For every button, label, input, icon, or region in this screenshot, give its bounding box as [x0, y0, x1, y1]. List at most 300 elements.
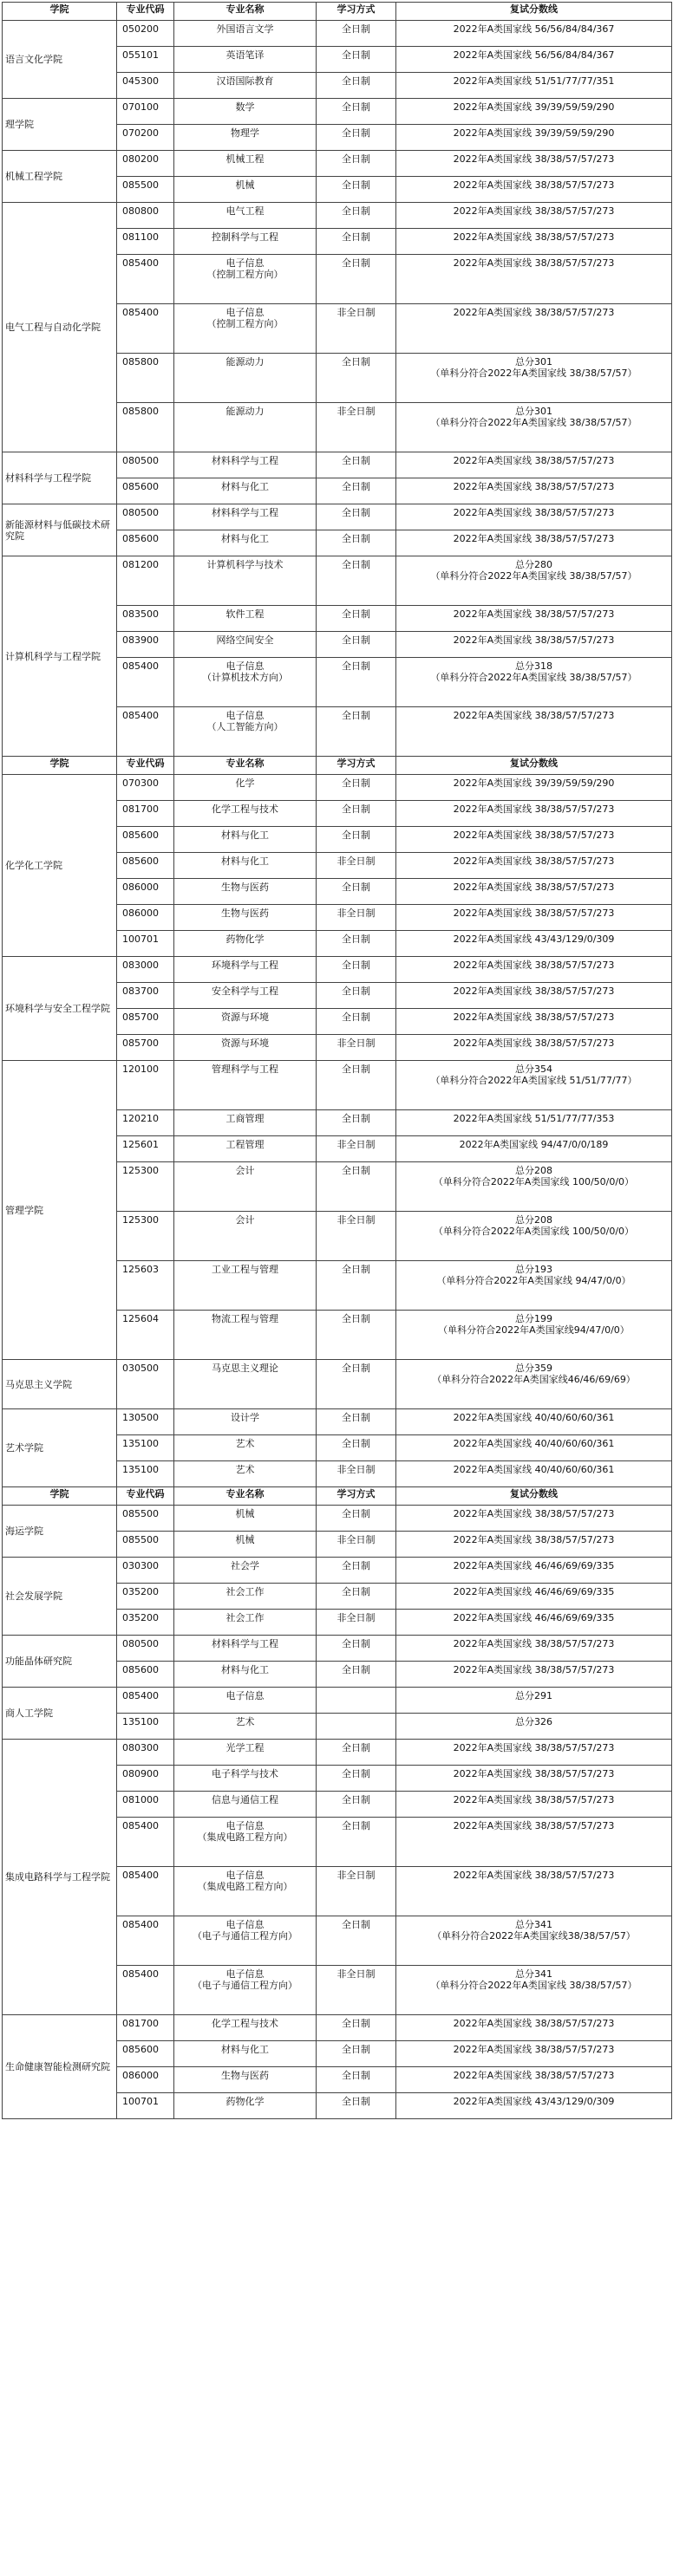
major-name-text: 材料与化工 — [221, 2044, 269, 2055]
table-row — [3, 1061, 672, 1110]
study-mode-text: 全日制 — [342, 1264, 370, 1275]
retest-score-line-text: 总分318 — [515, 660, 552, 672]
major-code-text: 045300 — [122, 75, 159, 87]
major-name — [174, 879, 317, 905]
major-name — [174, 2041, 317, 2067]
study-mode — [317, 905, 396, 931]
college-cell: 电气工程与自动化学院 — [3, 203, 117, 452]
major-name — [174, 827, 317, 853]
major-name — [174, 478, 317, 504]
major-name — [174, 905, 317, 931]
retest-score-line — [396, 983, 672, 1009]
major-code — [117, 1714, 174, 1740]
study-mode-text: 全日制 — [342, 179, 370, 191]
major-code-text: 085600 — [122, 855, 159, 867]
study-mode-text: 全日制 — [342, 710, 370, 721]
study-mode-text: 全日制 — [342, 1012, 370, 1023]
study-mode — [317, 853, 396, 879]
study-mode — [317, 1636, 396, 1662]
study-mode-text: 全日制 — [342, 205, 370, 217]
retest-score-line-text: 2022年A类国家线 38/38/57/57/273 — [453, 1638, 615, 1649]
retest-score-line — [396, 1792, 672, 1818]
study-mode-text: 全日制 — [342, 1638, 370, 1649]
major-code-text: 070100 — [122, 101, 159, 113]
retest-score-line — [396, 530, 672, 556]
major-code-text: 080500 — [122, 455, 159, 466]
major-code-text: 085600 — [122, 1664, 159, 1675]
retest-score-line-text: 2022年A类国家线 38/38/57/57/273 — [453, 959, 615, 971]
retest-score-line-text: 2022年A类国家线 38/38/57/57/273 — [453, 231, 615, 243]
header-mode: 学习方式 — [317, 757, 396, 775]
study-mode-text: 全日制 — [342, 75, 370, 87]
major-code — [117, 2041, 174, 2067]
retest-score-line-text: 2022年A类国家线 38/38/57/57/273 — [453, 1664, 615, 1675]
study-mode — [317, 1818, 396, 1867]
retest-score-line-text: 2022年A类国家线 40/40/60/60/361 — [453, 1412, 615, 1423]
major-code — [117, 707, 174, 757]
major-name-text: 艺术 — [235, 1438, 255, 1449]
retest-score-line-note: （单科分符合2022年A类国家线 100/50/0/0） — [433, 1226, 635, 1237]
major-name — [174, 1636, 317, 1662]
study-mode-text: 全日制 — [342, 455, 370, 466]
retest-score-line — [396, 2067, 672, 2093]
study-mode-text: 全日制 — [342, 1794, 370, 1805]
retest-score-line-text: 2022年A类国家线 38/38/57/57/273 — [453, 257, 615, 269]
major-name-text: 管理科学与工程 — [212, 1064, 278, 1075]
major-code — [117, 879, 174, 905]
study-mode-text: 全日制 — [342, 777, 370, 789]
header-code: 专业代码 — [117, 3, 174, 21]
study-mode — [317, 1035, 396, 1061]
study-mode — [317, 530, 396, 556]
major-code — [117, 853, 174, 879]
major-name — [174, 931, 317, 957]
major-code — [117, 931, 174, 957]
major-code-text: 035200 — [122, 1612, 159, 1623]
study-mode — [317, 478, 396, 504]
retest-score-line-text: 总分208 — [515, 1214, 552, 1226]
retest-score-line — [396, 2093, 672, 2119]
study-mode — [317, 1461, 396, 1487]
major-name-text: 英语笔译 — [225, 49, 265, 61]
retest-score-line — [396, 1110, 672, 1136]
retest-score-line — [396, 1688, 672, 1714]
major-name-text: 电子信息 — [225, 1870, 265, 1881]
retest-score-line — [396, 1435, 672, 1461]
table-row — [3, 1409, 672, 1435]
retest-score-line-text: 2022年A类国家线 38/38/57/57/273 — [453, 986, 615, 997]
study-mode-text: 全日制 — [342, 1664, 370, 1675]
retest-score-line-text: 2022年A类国家线 39/39/59/59/290 — [453, 101, 615, 113]
major-name — [174, 47, 317, 73]
major-code — [117, 203, 174, 229]
major-code — [117, 1035, 174, 1061]
retest-score-line — [396, 1584, 672, 1610]
major-code — [117, 632, 174, 658]
study-mode-text: 全日制 — [342, 533, 370, 544]
major-code — [117, 1435, 174, 1461]
study-mode — [317, 73, 396, 99]
retest-score-line-text: 2022年A类国家线 38/38/57/57/273 — [453, 307, 615, 318]
table-row — [3, 203, 672, 229]
major-code — [117, 556, 174, 606]
retest-score-line — [396, 1136, 672, 1162]
major-code-text: 125603 — [122, 1264, 159, 1275]
major-code — [117, 99, 174, 125]
retest-score-line — [396, 1506, 672, 1532]
study-mode — [317, 1916, 396, 1966]
retest-score-line — [396, 1636, 672, 1662]
major-code — [117, 229, 174, 255]
major-code — [117, 1212, 174, 1261]
retest-score-line-text: 2022年A类国家线 38/38/57/57/273 — [453, 634, 615, 646]
retest-score-line — [396, 1558, 672, 1584]
study-mode-text: 非全日制 — [336, 1612, 376, 1623]
study-mode-text: 全日制 — [342, 986, 370, 997]
major-name-text: 信息与通信工程 — [212, 1794, 278, 1805]
retest-score-line-text: 总分208 — [515, 1165, 552, 1176]
study-mode — [317, 125, 396, 151]
major-code-text: 135100 — [122, 1464, 159, 1475]
retest-score-line-text: 2022年A类国家线 40/40/60/60/361 — [453, 1438, 615, 1449]
major-name-note: （控制工程方向） — [206, 318, 284, 329]
table-row — [3, 1740, 672, 1766]
major-name-text: 材料与化工 — [221, 1664, 269, 1675]
retest-score-line-note: （单科分符合2022年A类国家线 38/38/57/57） — [430, 368, 637, 379]
college-cell: 马克思主义学院 — [3, 1360, 117, 1409]
major-name-text: 社会工作 — [225, 1612, 265, 1623]
study-mode-text: 全日制 — [342, 1165, 370, 1176]
major-code-text: 080800 — [122, 205, 159, 217]
major-code — [117, 452, 174, 478]
major-name-text: 机械 — [235, 1508, 255, 1519]
major-code-text: 100701 — [122, 933, 159, 945]
major-name — [174, 177, 317, 203]
college-cell: 计算机科学与工程学院 — [3, 556, 117, 757]
major-code — [117, 255, 174, 304]
header-code: 专业代码 — [117, 1487, 174, 1506]
retest-score-line-text: 总分280 — [515, 559, 552, 570]
retest-score-line — [396, 229, 672, 255]
major-code-text: 085600 — [122, 533, 159, 544]
major-name — [174, 707, 317, 757]
major-code — [117, 775, 174, 801]
retest-score-line-note: （单科分符合2022年A类国家线 94/47/0/0） — [436, 1275, 631, 1286]
study-mode — [317, 1061, 396, 1110]
major-code-text: 086000 — [122, 907, 159, 919]
retest-score-line — [396, 203, 672, 229]
major-code-text: 125604 — [122, 1313, 159, 1324]
major-name-text: 马克思主义理论 — [212, 1363, 278, 1374]
major-code — [117, 1506, 174, 1532]
study-mode-text: 全日制 — [342, 1412, 370, 1423]
major-code-text: 085800 — [122, 356, 159, 368]
retest-score-line-text: 2022年A类国家线 38/38/57/57/273 — [453, 2018, 615, 2029]
retest-score-line-text: 2022年A类国家线 43/43/129/0/309 — [453, 933, 615, 945]
study-mode-text: 非全日制 — [336, 1968, 376, 1980]
study-mode-text: 全日制 — [342, 1508, 370, 1519]
study-mode — [317, 1409, 396, 1435]
major-code — [117, 1311, 174, 1360]
major-code-text: 085800 — [122, 406, 159, 417]
study-mode — [317, 1435, 396, 1461]
header-row — [3, 757, 672, 775]
retest-score-line-text: 2022年A类国家线 38/38/57/57/273 — [453, 2044, 615, 2055]
major-name-text: 化学 — [235, 777, 255, 789]
major-name — [174, 2093, 317, 2119]
table-row — [3, 775, 672, 801]
major-code — [117, 1461, 174, 1487]
college-cell: 理学院 — [3, 99, 117, 151]
retest-score-line-note: （单科分符合2022年A类国家线 100/50/0/0） — [433, 1176, 635, 1187]
retest-score-line — [396, 1461, 672, 1487]
study-mode — [317, 304, 396, 354]
major-name-text: 电子信息 — [225, 307, 265, 318]
major-code-text: 081200 — [122, 559, 159, 570]
retest-score-line — [396, 2041, 672, 2067]
major-code-text: 085400 — [122, 660, 159, 672]
study-mode — [317, 606, 396, 632]
major-name-text: 安全科学与工程 — [212, 986, 278, 997]
retest-score-line — [396, 452, 672, 478]
table-row — [3, 2015, 672, 2041]
college-cell: 生命健康智能检测研究院 — [3, 2015, 117, 2119]
major-code-text: 085400 — [122, 1870, 159, 1881]
study-mode — [317, 1766, 396, 1792]
major-name — [174, 1714, 317, 1740]
retest-score-line-text: 2022年A类国家线 38/38/57/57/273 — [453, 608, 615, 620]
major-code — [117, 1792, 174, 1818]
table-row — [3, 1636, 672, 1662]
study-mode-text: 全日制 — [342, 1919, 370, 1930]
retest-score-line-text: 2022年A类国家线 51/51/77/77/351 — [453, 75, 615, 87]
retest-score-line — [396, 255, 672, 304]
college-cell: 机械工程学院 — [3, 151, 117, 203]
retest-score-line — [396, 957, 672, 983]
major-code-text: 085500 — [122, 179, 159, 191]
study-mode-text: 非全日制 — [336, 1870, 376, 1881]
major-code-text: 135100 — [122, 1716, 159, 1727]
major-name-note: （人工智能方向） — [206, 721, 284, 732]
study-mode-text: 非全日制 — [336, 1139, 376, 1150]
study-mode-text: 全日制 — [342, 1768, 370, 1779]
retest-score-line-text: 总分354 — [515, 1064, 552, 1075]
major-name-text: 设计学 — [231, 1412, 259, 1423]
study-mode — [317, 1360, 396, 1409]
retest-score-line — [396, 478, 672, 504]
retest-score-line-text: 总分301 — [515, 356, 552, 368]
major-name-note: （集成电路工程方向） — [197, 1831, 293, 1843]
study-mode — [317, 255, 396, 304]
major-name-text: 控制科学与工程 — [212, 231, 278, 243]
retest-score-line-text: 总分301 — [515, 406, 552, 417]
major-name — [174, 1610, 317, 1636]
study-mode-text: 全日制 — [342, 127, 370, 139]
major-code-text: 085400 — [122, 1968, 159, 1980]
retest-score-line — [396, 73, 672, 99]
major-code — [117, 1867, 174, 1916]
major-code — [117, 1766, 174, 1792]
major-code — [117, 177, 174, 203]
study-mode — [317, 1792, 396, 1818]
retest-score-line-text: 2022年A类国家线 94/47/0/0/189 — [459, 1139, 609, 1150]
retest-score-line-text: 2022年A类国家线 38/38/57/57/273 — [453, 153, 615, 165]
retest-score-line — [396, 1818, 672, 1867]
study-mode-text: 全日制 — [342, 1363, 370, 1374]
major-code-text: 085400 — [122, 1820, 159, 1831]
table-row — [3, 21, 672, 47]
college-cell: 材料科学与工程学院 — [3, 452, 117, 504]
major-name — [174, 983, 317, 1009]
retest-score-line — [396, 99, 672, 125]
major-code — [117, 1009, 174, 1035]
major-code — [117, 1532, 174, 1558]
major-name — [174, 1311, 317, 1360]
major-code-text: 080300 — [122, 1742, 159, 1753]
header-college: 学院 — [3, 757, 117, 775]
major-name-text: 会计 — [235, 1165, 255, 1176]
table-row — [3, 452, 672, 478]
major-name-text: 艺术 — [235, 1716, 255, 1727]
retest-score-line-text: 2022年A类国家线 38/38/57/57/273 — [453, 1534, 615, 1545]
major-code — [117, 403, 174, 452]
study-mode — [317, 1212, 396, 1261]
study-mode — [317, 879, 396, 905]
study-mode-text: 全日制 — [342, 356, 370, 368]
study-mode — [317, 2093, 396, 2119]
major-code-text: 081000 — [122, 1794, 159, 1805]
major-code — [117, 1966, 174, 2015]
study-mode-text: 全日制 — [342, 507, 370, 518]
major-name-text: 电子信息 — [225, 257, 265, 269]
major-code — [117, 1610, 174, 1636]
study-mode — [317, 801, 396, 827]
major-name-text: 材料科学与工程 — [212, 507, 278, 518]
major-code — [117, 151, 174, 177]
retest-score-line-text: 2022年A类国家线 39/39/59/59/290 — [453, 777, 615, 789]
major-code-text: 080900 — [122, 1768, 159, 1779]
major-code — [117, 1662, 174, 1688]
table-row — [3, 1558, 672, 1584]
study-mode — [317, 1714, 396, 1740]
major-code-text: 080500 — [122, 1638, 159, 1649]
major-name-text: 材料与化工 — [221, 829, 269, 841]
major-code — [117, 530, 174, 556]
retest-score-line-text: 总分341 — [515, 1919, 552, 1930]
retest-score-line — [396, 853, 672, 879]
major-name-text: 电子信息 — [225, 710, 265, 721]
major-name — [174, 632, 317, 658]
major-code-text: 086000 — [122, 2070, 159, 2081]
retest-score-line — [396, 1916, 672, 1966]
study-mode-text: 非全日制 — [336, 855, 376, 867]
major-code — [117, 957, 174, 983]
major-code — [117, 606, 174, 632]
major-code — [117, 1409, 174, 1435]
study-mode — [317, 1506, 396, 1532]
retest-score-line — [396, 177, 672, 203]
retest-score-line — [396, 707, 672, 757]
study-mode — [317, 2015, 396, 2041]
retest-score-line — [396, 1766, 672, 1792]
study-mode — [317, 556, 396, 606]
college-cell: 环境科学与安全工程学院 — [3, 957, 117, 1061]
major-name — [174, 2067, 317, 2093]
study-mode — [317, 983, 396, 1009]
major-name-text: 材料科学与工程 — [212, 1638, 278, 1649]
major-code-text: 135100 — [122, 1438, 159, 1449]
study-mode — [317, 1610, 396, 1636]
major-name — [174, 1261, 317, 1311]
study-mode — [317, 47, 396, 73]
major-name-text: 资源与环境 — [221, 1012, 269, 1023]
major-code-text: 030500 — [122, 1363, 159, 1374]
major-name-text: 能源动力 — [225, 356, 265, 368]
header-college: 学院 — [3, 3, 117, 21]
major-code-text: 085400 — [122, 1690, 159, 1701]
study-mode-text: 全日制 — [342, 1820, 370, 1831]
major-name — [174, 1818, 317, 1867]
retest-score-line-text: 2022年A类国家线 39/39/59/59/290 — [453, 127, 615, 139]
study-mode-text: 全日制 — [342, 559, 370, 570]
major-name — [174, 853, 317, 879]
retest-score-line — [396, 1867, 672, 1916]
major-name — [174, 1461, 317, 1487]
major-name — [174, 1867, 317, 1916]
study-mode — [317, 827, 396, 853]
header-row — [3, 3, 672, 21]
retest-score-line — [396, 504, 672, 530]
study-mode — [317, 1688, 396, 1714]
major-name-text: 艺术 — [235, 1464, 255, 1475]
major-name-text: 电子信息 — [225, 1690, 265, 1701]
major-name — [174, 1506, 317, 1532]
major-code-text: 120100 — [122, 1064, 159, 1075]
retest-score-line-text: 2022年A类国家线 38/38/57/57/273 — [453, 1508, 615, 1519]
major-code — [117, 1061, 174, 1110]
major-name-note: （集成电路工程方向） — [197, 1881, 293, 1892]
major-name — [174, 801, 317, 827]
major-name — [174, 1162, 317, 1212]
major-code — [117, 1916, 174, 1966]
study-mode — [317, 1311, 396, 1360]
study-mode — [317, 452, 396, 478]
header-name: 专业名称 — [174, 1487, 317, 1506]
retest-score-line — [396, 827, 672, 853]
major-name-text: 网络空间安全 — [216, 634, 274, 646]
major-name — [174, 1136, 317, 1162]
study-mode — [317, 1740, 396, 1766]
major-code — [117, 1818, 174, 1867]
study-mode-text: 全日制 — [342, 1313, 370, 1324]
study-mode — [317, 403, 396, 452]
study-mode-text: 全日制 — [342, 959, 370, 971]
major-name — [174, 1688, 317, 1714]
study-mode — [317, 354, 396, 403]
study-mode-text: 全日制 — [342, 1586, 370, 1597]
retest-score-line — [396, 1610, 672, 1636]
retest-score-line — [396, 1740, 672, 1766]
retest-score-line — [396, 556, 672, 606]
retest-score-line-text: 2022年A类国家线 38/38/57/57/273 — [453, 533, 615, 544]
retest-score-line-note: （单科分符合2022年A类国家线 38/38/57/57） — [430, 570, 637, 582]
major-name-text: 材料与化工 — [221, 855, 269, 867]
major-code — [117, 1636, 174, 1662]
major-code — [117, 304, 174, 354]
retest-score-line-text: 2022年A类国家线 38/38/57/57/273 — [453, 829, 615, 841]
retest-score-line-text: 2022年A类国家线 51/51/77/77/353 — [453, 1113, 615, 1124]
major-name-note: （计算机技术方向） — [202, 672, 288, 683]
